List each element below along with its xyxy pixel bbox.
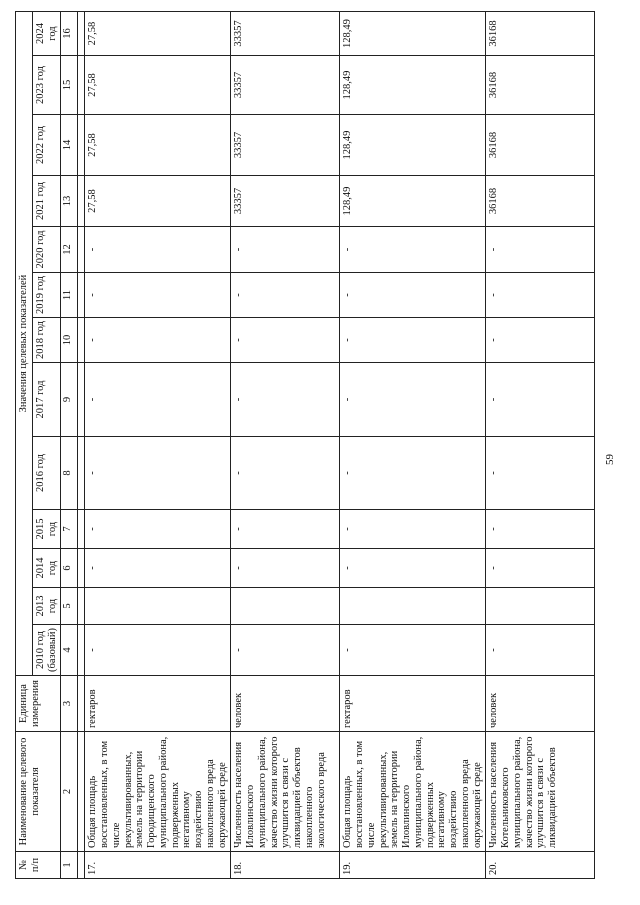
column-number: 8 <box>61 437 78 510</box>
column-number: 13 <box>61 176 78 227</box>
column-number: 15 <box>61 56 78 115</box>
header-year: 2024 год <box>32 12 61 56</box>
value-cell: - <box>486 318 595 363</box>
value-cell: 27,58 <box>85 176 231 227</box>
column-number: 14 <box>61 115 78 176</box>
value-cell: - <box>486 273 595 318</box>
value-cell <box>486 588 595 625</box>
value-cell <box>85 588 231 625</box>
value-cell: - <box>486 510 595 549</box>
value-cell: - <box>85 318 231 363</box>
column-number: 9 <box>61 363 78 437</box>
header-values-group: Значения целевых показателей <box>16 12 33 676</box>
value-cell: - <box>231 363 340 437</box>
value-cell: 36168 <box>486 115 595 176</box>
value-cell: - <box>340 273 486 318</box>
header-year: 2018 год <box>32 318 61 363</box>
header-year: 2010 год (базовый) <box>32 625 61 676</box>
header-year: 2016 год <box>32 437 61 510</box>
value-cell: 27,58 <box>85 56 231 115</box>
header-year: 2019 год <box>32 273 61 318</box>
table-row <box>231 12 340 879</box>
column-number: 2 <box>61 732 78 852</box>
spacer-row <box>78 12 85 879</box>
header-year: 2022 год <box>32 115 61 176</box>
header-year: 2020 год <box>32 227 61 273</box>
value-cell: - <box>486 227 595 273</box>
value-cell: 36168 <box>486 56 595 115</box>
value-cell: - <box>486 549 595 588</box>
value-cell: - <box>340 437 486 510</box>
value-cell: 27,58 <box>85 115 231 176</box>
value-cell <box>340 588 486 625</box>
value-cell: - <box>231 625 340 676</box>
value-cell: 33357 <box>231 56 340 115</box>
header-year: 2014 год <box>32 549 61 588</box>
value-cell: 36168 <box>486 12 595 56</box>
value-cell: - <box>85 363 231 437</box>
column-number: 6 <box>61 549 78 588</box>
value-cell: 33357 <box>231 12 340 56</box>
column-number: 4 <box>61 625 78 676</box>
column-number-row <box>61 12 78 879</box>
column-number: 10 <box>61 318 78 363</box>
value-cell: - <box>231 510 340 549</box>
column-number: 3 <box>61 676 78 732</box>
value-cell: - <box>85 273 231 318</box>
header-no: № п/п <box>16 852 61 879</box>
value-cell: - <box>231 273 340 318</box>
table-row <box>85 12 231 879</box>
value-cell: - <box>231 437 340 510</box>
value-cell: - <box>486 363 595 437</box>
value-cell: - <box>85 437 231 510</box>
header-year: 2023 год <box>32 56 61 115</box>
indicator-unit: гектаров <box>85 676 231 732</box>
value-cell: - <box>340 227 486 273</box>
value-cell: 128,49 <box>340 115 486 176</box>
column-number: 5 <box>61 588 78 625</box>
value-cell: 27,58 <box>85 12 231 56</box>
value-cell: 36168 <box>486 176 595 227</box>
indicator-unit: гектаров <box>340 676 486 732</box>
header-year: 2017 год <box>32 363 61 437</box>
value-cell: - <box>85 510 231 549</box>
indicator-name: Численность населения Иловлинского муниципального района, качество жизни которого улучшится в связи с ликвидацией объектов накопленного экологического вреда <box>231 732 340 852</box>
value-cell: - <box>85 227 231 273</box>
row-number: 17. <box>85 852 231 879</box>
value-cell: - <box>85 625 231 676</box>
column-number: 16 <box>61 12 78 56</box>
column-number: 7 <box>61 510 78 549</box>
column-number: 11 <box>61 273 78 318</box>
value-cell: - <box>340 318 486 363</box>
row-number: 19. <box>340 852 486 879</box>
value-cell: 128,49 <box>340 56 486 115</box>
header-row-1 <box>16 12 33 879</box>
row-number: 18. <box>231 852 340 879</box>
header-year: 2015 год <box>32 510 61 549</box>
value-cell: 128,49 <box>340 176 486 227</box>
value-cell: - <box>340 510 486 549</box>
value-cell: 128,49 <box>340 12 486 56</box>
value-cell <box>231 588 340 625</box>
header-unit: Единица измерения <box>16 676 61 732</box>
value-cell: - <box>231 549 340 588</box>
value-cell: - <box>85 549 231 588</box>
row-number: 20. <box>486 852 595 879</box>
value-cell: - <box>340 549 486 588</box>
header-name: Наименование целевого показателя <box>16 732 61 852</box>
value-cell: - <box>231 318 340 363</box>
value-cell: - <box>486 625 595 676</box>
value-cell: 33357 <box>231 115 340 176</box>
value-cell: - <box>231 227 340 273</box>
value-cell: - <box>340 363 486 437</box>
value-cell: - <box>486 437 595 510</box>
table-row <box>340 12 486 879</box>
indicator-unit: человек <box>486 676 595 732</box>
indicator-name: Численность населения Котельниковского муниципального района, качество жизни которого улучшится в связи с ликвидацией объектов <box>486 732 595 852</box>
table-row <box>486 12 595 879</box>
indicator-name: Общая площадь восстановленных, в том числе рекультивированных, земель на территории Иловлинского муниципального района, подверженных негативному воздействию накопленного вреда окружающей среде <box>340 732 486 852</box>
column-number: 1 <box>61 852 78 879</box>
indicator-name: Общая площадь восстановленных, в том числе рекультивированных, земель на территории Городищенского муниципального района, подверженных негативному воздействию накопленного вреда окружающей среде <box>85 732 231 852</box>
header-year: 2021 год <box>32 176 61 227</box>
header-year: 2013 год <box>32 588 61 625</box>
value-cell: 33357 <box>231 176 340 227</box>
column-number: 12 <box>61 227 78 273</box>
target-indicators-table <box>15 11 595 879</box>
value-cell: - <box>340 625 486 676</box>
page-number: 59 <box>604 454 616 465</box>
indicator-unit: человек <box>231 676 340 732</box>
